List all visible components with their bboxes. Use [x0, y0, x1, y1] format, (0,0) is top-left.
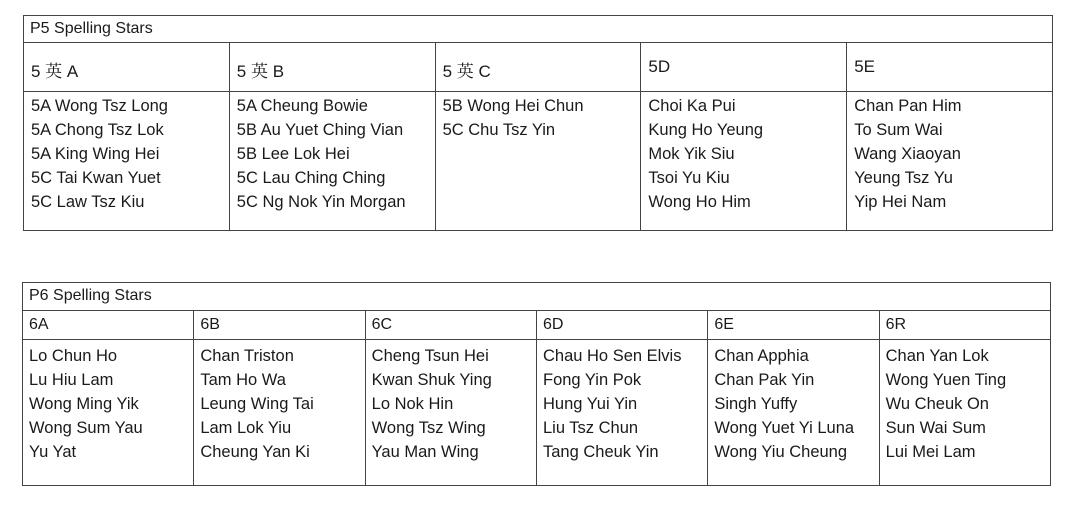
names-cell	[365, 340, 536, 486]
student-name: 5A King Wing Hei	[31, 145, 160, 163]
names-row	[24, 92, 1053, 231]
class-header: 5D	[641, 43, 847, 92]
class-header: 5 英 B	[229, 43, 435, 92]
table-title: P5 Spelling Stars	[24, 16, 1053, 43]
student-name: Liu Tsz Chun	[542, 419, 639, 437]
names-cell	[536, 340, 707, 486]
student-name: Singh Yuffy	[714, 395, 798, 413]
student-name: Lui Mei Lam	[885, 443, 976, 461]
student-name: Cheung Yan Ki	[200, 443, 310, 461]
name-list	[648, 94, 846, 214]
student-name: Yeung Tsz Yu	[854, 169, 953, 187]
student-name: Wu Cheuk On	[885, 395, 989, 413]
class-header: 6E	[708, 311, 879, 340]
student-name: 5C Lau Ching Ching	[236, 169, 386, 187]
student-name: 5C Ng Nok Yin Morgan	[236, 193, 406, 211]
student-name: Fong Yin Pok	[542, 371, 642, 389]
names-cell	[194, 340, 365, 486]
student-name: Lam Lok Yiu	[200, 419, 292, 437]
student-name: Cheng Tsun Hei	[371, 347, 489, 365]
name-list	[29, 344, 193, 464]
names-cell	[708, 340, 879, 486]
class-header: 6B	[194, 311, 365, 340]
student-name: Wong Yuet Yi Luna	[714, 419, 855, 437]
student-name: Yip Hei Nam	[854, 193, 947, 211]
student-name: Chan Pan Him	[854, 97, 962, 115]
student-name: Chan Triston	[200, 347, 294, 365]
names-cell	[847, 92, 1053, 231]
student-name: Wang Xiaoyan	[854, 145, 961, 163]
student-name: Tang Cheuk Yin	[542, 443, 659, 461]
header-row	[24, 43, 1053, 92]
name-list	[200, 344, 364, 464]
names-row	[23, 340, 1051, 486]
student-name: 5B Wong Hei Chun	[442, 97, 584, 115]
names-cell	[24, 92, 230, 231]
student-name: Wong Ming Yik	[29, 395, 139, 413]
student-name: Wong Yiu Cheung	[714, 443, 848, 461]
names-cell	[435, 92, 641, 231]
header-row	[23, 311, 1051, 340]
student-name: Wong Ho Him	[648, 193, 751, 211]
name-list	[543, 344, 707, 464]
student-name: Lu Hiu Lam	[29, 371, 114, 389]
name-list	[714, 344, 878, 464]
names-cell	[229, 92, 435, 231]
name-list	[237, 94, 435, 214]
student-name: 5C Tai Kwan Yuet	[31, 169, 161, 187]
student-name: 5A Cheung Bowie	[236, 97, 368, 115]
student-name: Choi Ka Pui	[648, 97, 736, 115]
p5-spelling-stars-table	[23, 15, 1053, 231]
student-name: Chau Ho Sen Elvis	[542, 347, 682, 365]
student-name: Kwan Shuk Ying	[371, 371, 492, 389]
student-name: Wong Yuen Ting	[885, 371, 1007, 389]
student-name: Hung Yui Yin	[542, 395, 638, 413]
student-name: Mok Yik Siu	[648, 145, 735, 163]
student-name: 5C Law Tsz Kiu	[31, 193, 145, 211]
names-cell	[23, 340, 194, 486]
p6-spelling-stars-table	[22, 282, 1051, 486]
name-list	[886, 344, 1050, 464]
names-cell	[641, 92, 847, 231]
student-name: Tsoi Yu Kiu	[648, 169, 730, 187]
names-cell	[879, 340, 1050, 486]
student-name: Wong Sum Yau	[29, 419, 143, 437]
student-name: Lo Nok Hin	[371, 395, 454, 413]
student-name: Chan Pak Yin	[714, 371, 815, 389]
student-name: 5C Chu Tsz Yin	[442, 121, 556, 139]
name-list	[31, 94, 229, 214]
student-name: Kung Ho Yeung	[648, 121, 764, 139]
student-name: Chan Yan Lok	[885, 347, 989, 365]
student-name: 5A Chong Tsz Lok	[31, 121, 164, 139]
student-name: 5B Lee Lok Hei	[236, 145, 350, 163]
student-name: 5A Wong Tsz Long	[31, 97, 168, 115]
class-header: 6D	[536, 311, 707, 340]
class-header: 5 英 C	[435, 43, 641, 92]
student-name: Leung Wing Tai	[200, 395, 314, 413]
student-name: Wong Tsz Wing	[371, 419, 486, 437]
class-header: 6C	[365, 311, 536, 340]
name-list	[443, 94, 641, 142]
class-header: 5 英 A	[24, 43, 230, 92]
student-name: Chan Apphia	[714, 347, 809, 365]
student-name: To Sum Wai	[854, 121, 943, 139]
table-title: P6 Spelling Stars	[23, 283, 1051, 311]
student-name: Tam Ho Wa	[200, 371, 286, 389]
student-name: Yu Yat	[29, 443, 77, 461]
class-header: 5E	[847, 43, 1053, 92]
student-name: Lo Chun Ho	[29, 347, 118, 365]
student-name: Yau Man Wing	[371, 443, 479, 461]
name-list	[372, 344, 536, 464]
class-header: 6R	[879, 311, 1050, 340]
student-name: Sun Wai Sum	[885, 419, 986, 437]
class-header: 6A	[23, 311, 194, 340]
student-name: 5B Au Yuet Ching Vian	[236, 121, 404, 139]
name-list	[854, 94, 1052, 214]
